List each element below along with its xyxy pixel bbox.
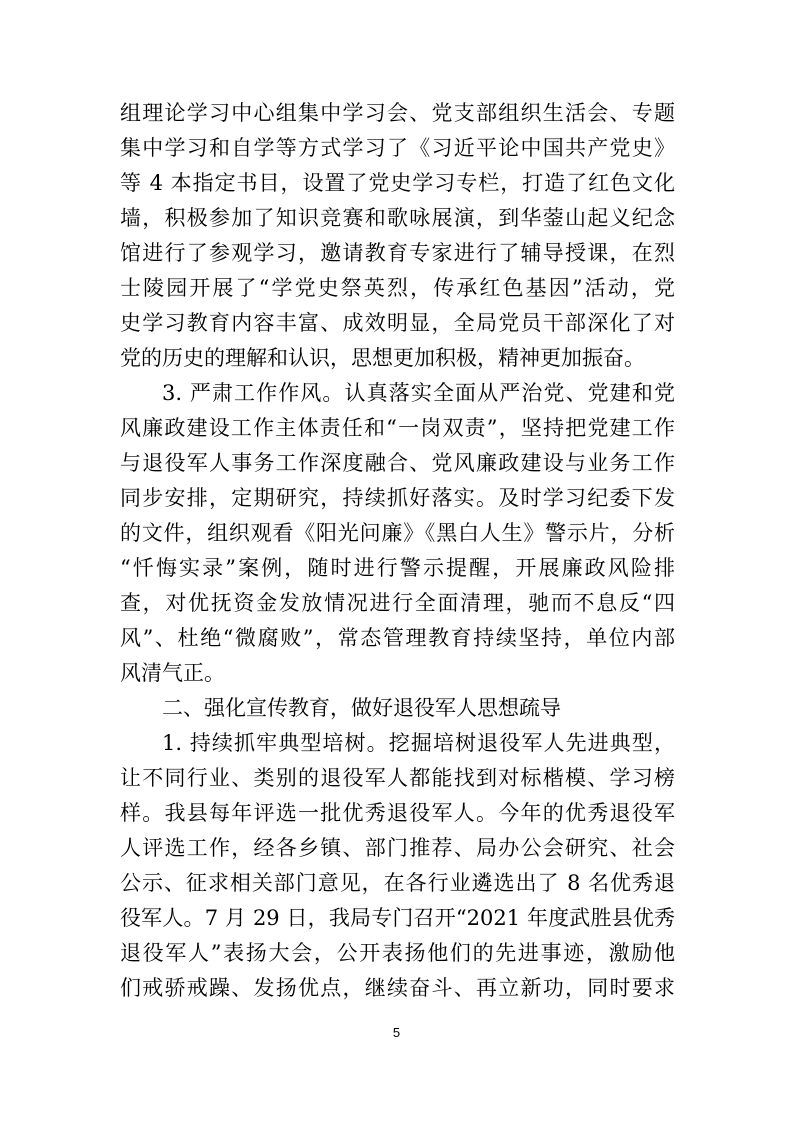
text-line: 党的历史的理解和认识，思想更加积极，精神更加振奋。: [120, 346, 645, 370]
text-line: 馆进行了参观学习，邀请教育专家进行了辅导授课，在烈: [120, 241, 675, 265]
text-line: 同步安排，定期研究，持续抓好落实。及时学习纪委下发: [120, 486, 675, 510]
text-line: 士陵园开展了“学党史祭英烈，传承红色基因”活动，党: [120, 276, 675, 300]
text-line: 公示、征求相关部门意见，在各行业遴选出了 8 名优秀退: [120, 871, 675, 895]
text-line: 人评选工作，经各乡镇、部门推荐、局办公会研究、社会: [120, 836, 675, 860]
text-line: 史学习教育内容丰富、成效明显，全局党员干部深化了对: [120, 311, 675, 335]
text-line: 役军人。7 月 29 日，我局专门召开“2021 年度武胜县优秀: [120, 906, 675, 930]
text-line: 退役军人”表扬大会，公开表扬他们的先进事迹，激励他: [120, 941, 675, 965]
text-line: 风廉政建设工作主体责任和“一岗双责”，坚持把党建工作: [120, 416, 675, 440]
paragraph-heading: 1. 持续抓牢典型培树。挖掘培树退役军人先进典型，: [162, 731, 675, 755]
text-line: 组理论学习中心组集中学习会、党支部组织生活会、专题: [120, 101, 675, 125]
text-line: 风”、杜绝“微腐败”，常态管理教育持续坚持，单位内部: [120, 626, 675, 650]
text-line: 墙，积极参加了知识竞赛和歌咏展演，到华蓥山起义纪念: [120, 206, 675, 230]
paragraph-heading: 3. 严肃工作作风。认真落实全面从严治党、党建和党: [162, 381, 675, 405]
text-line: 们戒骄戒躁、发扬优点，继续奋斗、再立新功，同时要求: [120, 976, 675, 1000]
page-number: 5: [392, 1025, 401, 1040]
section-heading: 二、强化宣传教育，做好退役军人思想疏导: [162, 696, 561, 720]
text-line: 等 4 本指定书目，设置了党史学习专栏，打造了红色文化: [120, 171, 675, 195]
text-line: “忏悔实录”案例，随时进行警示提醒，开展廉政风险排: [120, 556, 675, 580]
text-line: 集中学习和自学等方式学习了《习近平论中国共产党史》: [120, 136, 675, 160]
text-line: 样。我县每年评选一批优秀退役军人。今年的优秀退役军: [120, 801, 675, 825]
text-line: 查，对优抚资金发放情况进行全面清理，驰而不息反“四: [120, 591, 675, 615]
text-line: 的文件，组织观看《阳光问廉》《黑白人生》警示片，分析: [120, 521, 675, 545]
text-line: 让不同行业、类别的退役军人都能找到对标楷模、学习榜: [120, 766, 675, 790]
text-line: 风清气正。: [120, 661, 225, 685]
text-line: 与退役军人事务工作深度融合、党风廉政建设与业务工作: [120, 451, 675, 475]
